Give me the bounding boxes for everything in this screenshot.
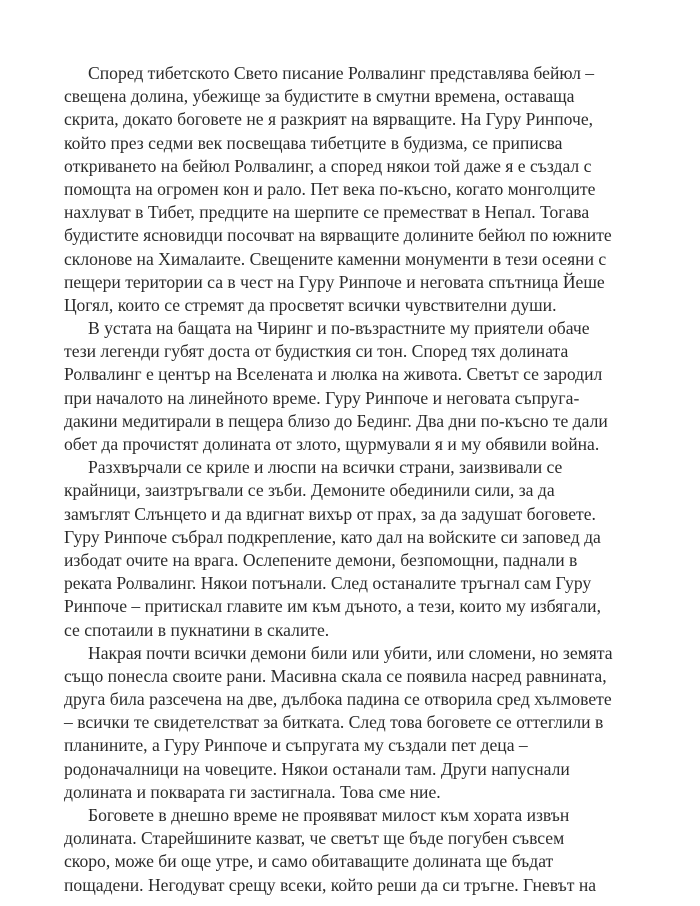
text-line: будистите ясновидци посочват на вярващите долините бейюл по южните xyxy=(64,225,612,246)
text-line: склонове на Хималаите. Свещените каменни монументи в тези осеяни с xyxy=(64,248,607,269)
text-line: Разхвърчали се криле и люспи на всички страни, заизвивали се xyxy=(88,457,563,478)
text-line: В устата на бащата на Чиринг и по-възрастните му приятели обаче xyxy=(88,318,590,339)
text-line: пощадени. Негодуват срещу всеки, който реши да си тръгне. Гневът на xyxy=(64,874,597,895)
text-line: дакини медитирали в пещера близо до Бединг. Два дни по-късно те дали xyxy=(64,410,608,431)
paragraph xyxy=(64,642,630,804)
text-line: свещена долина, убежище за будистите в смутни времена, оставаща xyxy=(64,86,575,107)
text-line: който през седми век посвещава тибетците в будизма, се приписва xyxy=(64,132,563,153)
text-line: замъглят Слънцето и да вдигнат вихър от прах, за да задушат боговете. xyxy=(64,503,596,524)
text-line: също понесла своите рани. Масивна скала се появила насред равнината, xyxy=(64,665,607,686)
text-line: избодат очите на врага. Ослепените демони, безпомощни, паднали в xyxy=(64,549,578,570)
text-line: скрита, докато боговете не я разкрият на вярващите. На Гуру Ринпоче, xyxy=(64,109,594,130)
paragraph xyxy=(64,62,630,317)
text-line: – всички те свидетелстват за битката. След това боговете се оттеглили в xyxy=(64,712,604,733)
text-line: реката Ролвалинг. Някои потънали. След останалите тръгнал сам Гуру xyxy=(64,573,592,594)
text-line: помощта на огромен кон и рало. Пет века по-късно, когато монголците xyxy=(64,178,596,199)
text-line: при началото на линейното време. Гуру Ринпоче и неговата съпруга- xyxy=(64,387,580,408)
paragraph xyxy=(64,456,630,642)
paragraph xyxy=(64,317,630,456)
text-line: нахлуват в Тибет, предците на шерпите се преместват в Непал. Тогава xyxy=(64,202,590,223)
text-line: Цогял, които се стремят да просветят всички чувствителни души. xyxy=(64,294,557,315)
text-line: скоро, може би още утре, и само обитаващите долината ще бъдат xyxy=(64,851,554,872)
text-line: крайници, заизтръгвали се зъби. Демоните обединили сили, за да xyxy=(64,480,555,501)
text-line: долината. Старейшините казват, че светът ще бъде погубен съвсем xyxy=(64,828,565,849)
text-line: Гуру Ринпоче събрал подкрепление, като дал на войските си заповед да xyxy=(64,526,601,547)
text-line: пещери територии са в чест на Гуру Ринпоче и неговата спътница Йеше xyxy=(64,271,605,292)
text-line: планините, а Гуру Ринпоче и съпругата му създали пет деца – xyxy=(64,735,528,756)
text-line: се спотаили в пукнатини в скалите. xyxy=(64,619,330,640)
text-line: долината и покварата ги застигнала. Това сме ние. xyxy=(64,781,441,802)
paragraph xyxy=(64,804,630,897)
text-line: откриването на бейюл Ролвалинг, а според някои той даже я е създал с xyxy=(64,155,592,176)
text-line: Боговете в днешно време не проявяват милост към хората извън xyxy=(88,805,570,825)
text-line: Накрая почти всички демони били или убити, или сломени, но земята xyxy=(88,642,613,663)
text-line: Ринпоче – притискал главите им към дъното, а тези, които му избягали, xyxy=(64,596,601,617)
text-line: Според тибетското Свето писание Ролвалинг представлява бейюл – xyxy=(88,63,595,83)
text-line: родоначалници на човеците. Някои останали там. Други напуснали xyxy=(64,758,570,779)
text-line: друга била разсечена на две, дълбока падина се отворила сред хълмовете xyxy=(64,689,612,710)
body-text xyxy=(64,62,630,897)
text-line: тези легенди губят доста от будисткия си тон. Според тях долината xyxy=(64,341,569,362)
text-line: обет да прочистят долината от злото, щурмували я и му обявили война. xyxy=(64,434,600,454)
text-line: Ролвалинг е център на Вселената и люлка на живота. Светът се зародил xyxy=(64,364,603,385)
